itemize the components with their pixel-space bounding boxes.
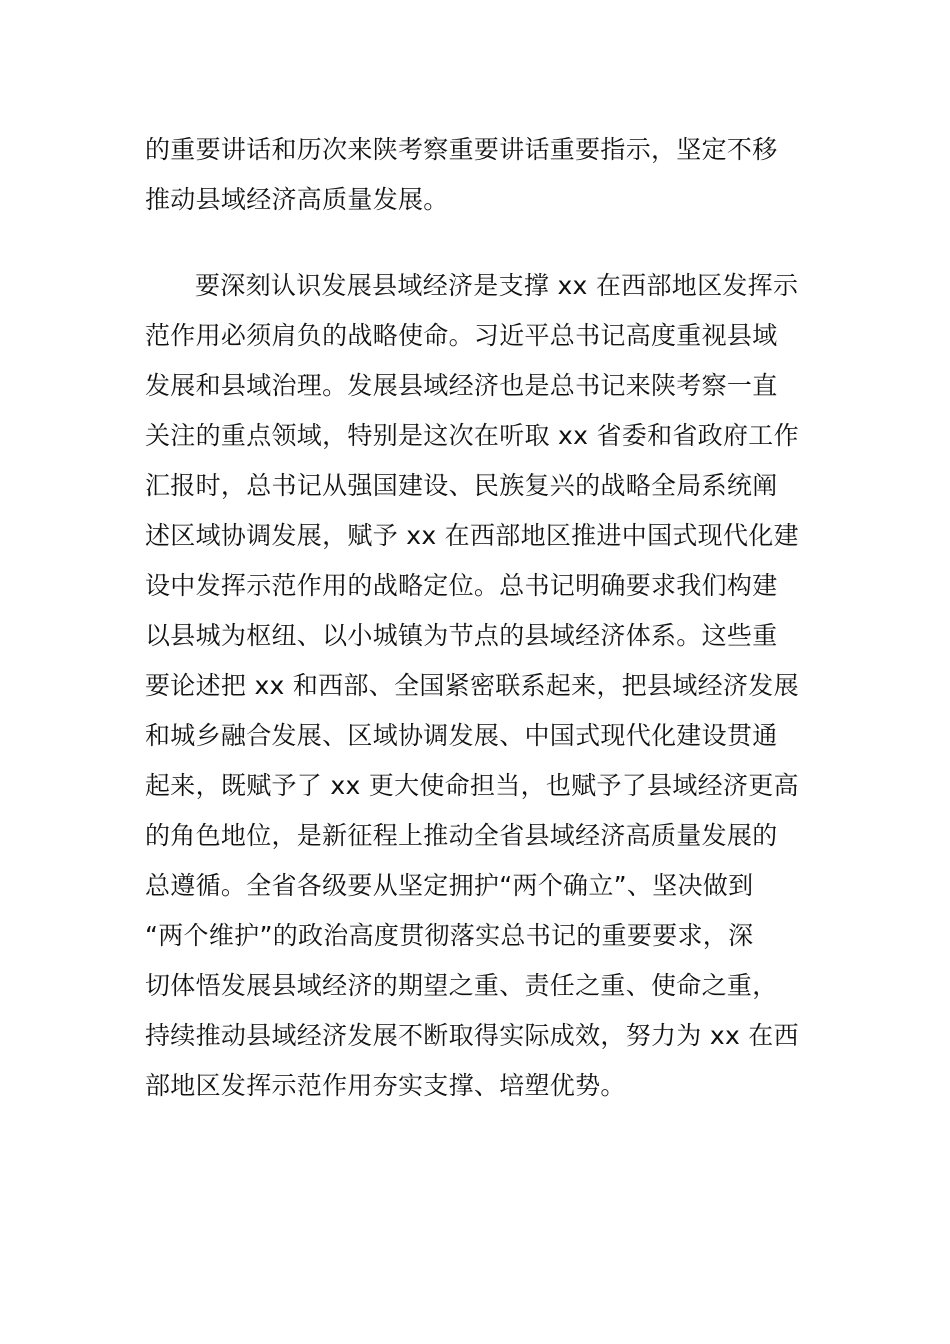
text-line: 设中发挥示范作用的战略定位。总书记明确要求我们构建 xyxy=(145,571,778,600)
text-line: 切体悟发展县域经济的期望之重、责任之重、使命之重， xyxy=(145,971,778,1000)
text-line: 总遵循。全省各级要从坚定拥护“两个确立”、坚决做到 xyxy=(145,871,754,900)
text-line: 的重要讲话和历次来陕考察重要讲话重要指示，坚定不移 xyxy=(145,135,778,164)
text-line: 述区域协调发展，赋予 xx 在西部地区推进中国式现代化建 xyxy=(145,521,799,550)
text-line: 部地区发挥示范作用夯实支撑、培塑优势。 xyxy=(145,1071,626,1100)
text-line: 汇报时，总书记从强国建设、民族复兴的战略全局系统阐 xyxy=(145,471,778,500)
text-line: 推动县域经济高质量发展。 xyxy=(145,185,449,214)
text-line: 和城乡融合发展、区域协调发展、中国式现代化建设贯通 xyxy=(145,721,778,750)
text-line: 要论述把 xx 和西部、全国紧密联系起来，把县域经济发展 xyxy=(145,671,799,700)
text-line: 的角色地位，是新征程上推动全省县域经济高质量发展的 xyxy=(145,821,778,850)
text-line: 持续推动县域经济发展不断取得实际成效，努力为 xx 在西 xyxy=(145,1021,799,1050)
text-line: 关注的重点领域，特别是这次在听取 xx 省委和省政府工作 xyxy=(145,421,799,450)
text-line: 范作用必须肩负的战略使命。习近平总书记高度重视县域 xyxy=(145,321,778,350)
text-line: “两个维护”的政治高度贯彻落实总书记的重要要求，深 xyxy=(145,921,754,950)
paragraph-first-line: 要深刻认识发展县域经济是支撑 xx 在西部地区发挥示 xyxy=(195,271,799,300)
text-line: 起来，既赋予了 xx 更大使命担当，也赋予了县域经济更高 xyxy=(145,771,799,800)
text-line: 发展和县域治理。发展县域经济也是总书记来陕考察一直 xyxy=(145,371,778,400)
text-line: 以县城为枢纽、以小城镇为节点的县域经济体系。这些重 xyxy=(145,621,778,650)
